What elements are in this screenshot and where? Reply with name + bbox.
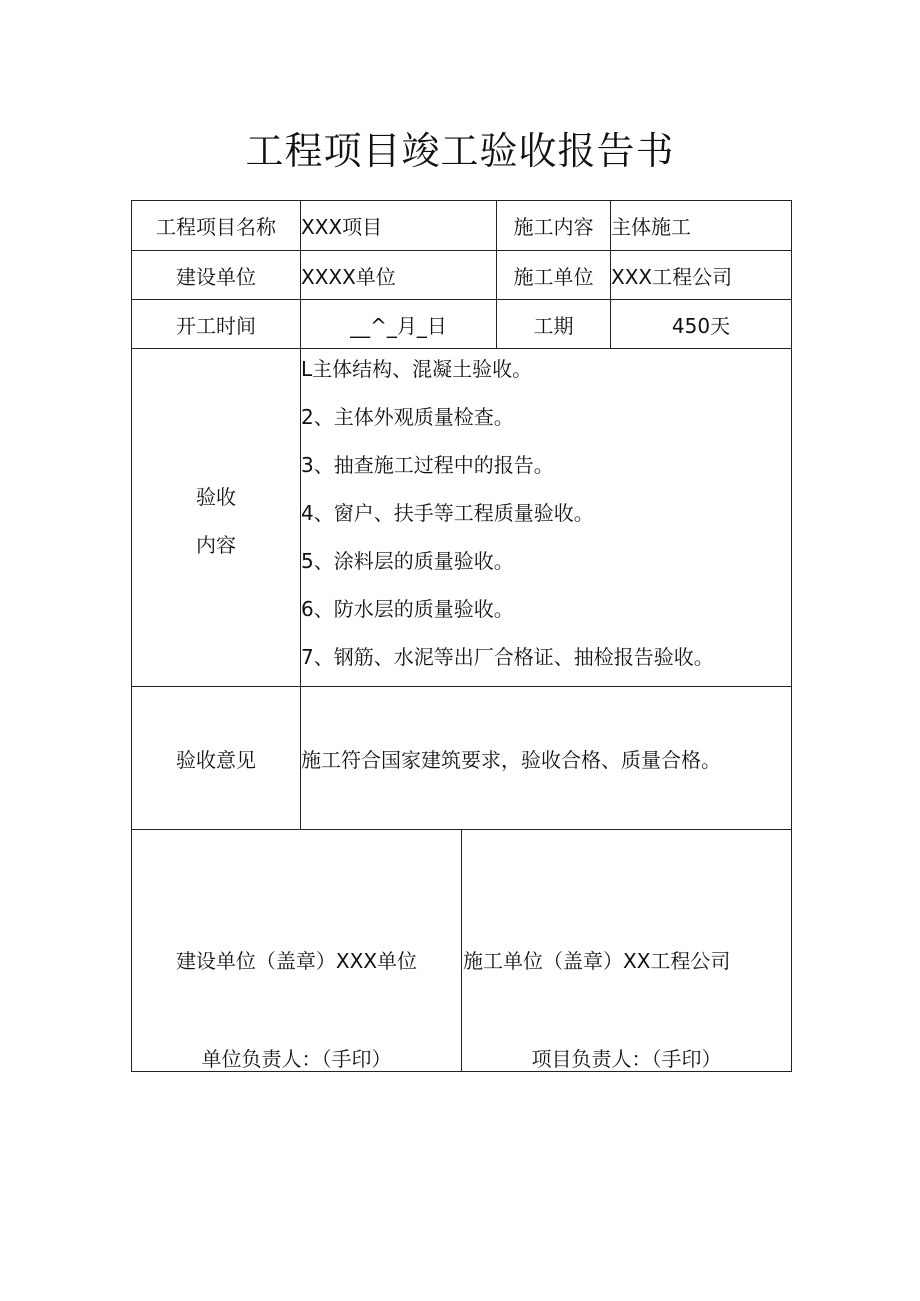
- start-date-value: __^_月_日: [350, 313, 447, 338]
- list-item: 7、钢筋、水泥等出厂合格证、抽检报告验收。: [301, 645, 714, 669]
- acceptance-form-table: [131, 200, 792, 1072]
- owner-unit-seal-text: 建设单位（盖章）XXX单位: [175, 948, 418, 973]
- table-border-right: [791, 200, 792, 1072]
- list-item: 5、涂料层的质量验收。: [301, 549, 514, 573]
- owner-unit-value: XXXX单位: [301, 264, 396, 289]
- list-item: 4、窗户、扶手等工程质量验收。: [301, 501, 594, 525]
- acceptance-content-label-line2: 内容: [196, 532, 236, 557]
- list-item: 3、抽查施工过程中的报告。: [301, 453, 554, 477]
- construction-content-value: 主体施工: [611, 215, 691, 239]
- start-date-label: 开工时间: [176, 313, 256, 338]
- acceptance-opinion-label: 验收意见: [176, 747, 256, 772]
- construction-content-label: 施工内容: [513, 215, 594, 239]
- owner-unit-label: 建设单位: [176, 264, 256, 289]
- project-name-label: 工程项目名称: [156, 215, 276, 239]
- duration-value: 450天: [671, 313, 731, 338]
- project-responsible-person: 项目负责人：（手印）: [531, 1046, 722, 1071]
- contractor-unit-seal-text: 施工单位（盖章）XX工程公司: [463, 948, 731, 973]
- acceptance-opinion-text: 施工符合国家建筑要求，验收合格、质量合格。: [301, 747, 721, 772]
- duration-label: 工期: [533, 313, 574, 338]
- list-item: L主体结构、混凝土验收。: [301, 357, 533, 381]
- document-title: 工程项目竣工验收报告书: [245, 129, 675, 173]
- row-divider: [131, 348, 792, 349]
- list-item: 2、主体外观质量检查。: [301, 405, 514, 429]
- column-divider: [461, 829, 462, 1072]
- list-item: 6、防水层的质量验收。: [301, 597, 514, 621]
- contractor-unit-label: 施工单位: [513, 264, 594, 289]
- contractor-unit-value: XXX工程公司: [611, 264, 733, 289]
- project-name-value: XXX项目: [301, 215, 383, 239]
- acceptance-content-label-line1: 验收: [196, 484, 236, 509]
- owner-unit-responsible-person: 单位负责人：（手印）: [201, 1046, 392, 1071]
